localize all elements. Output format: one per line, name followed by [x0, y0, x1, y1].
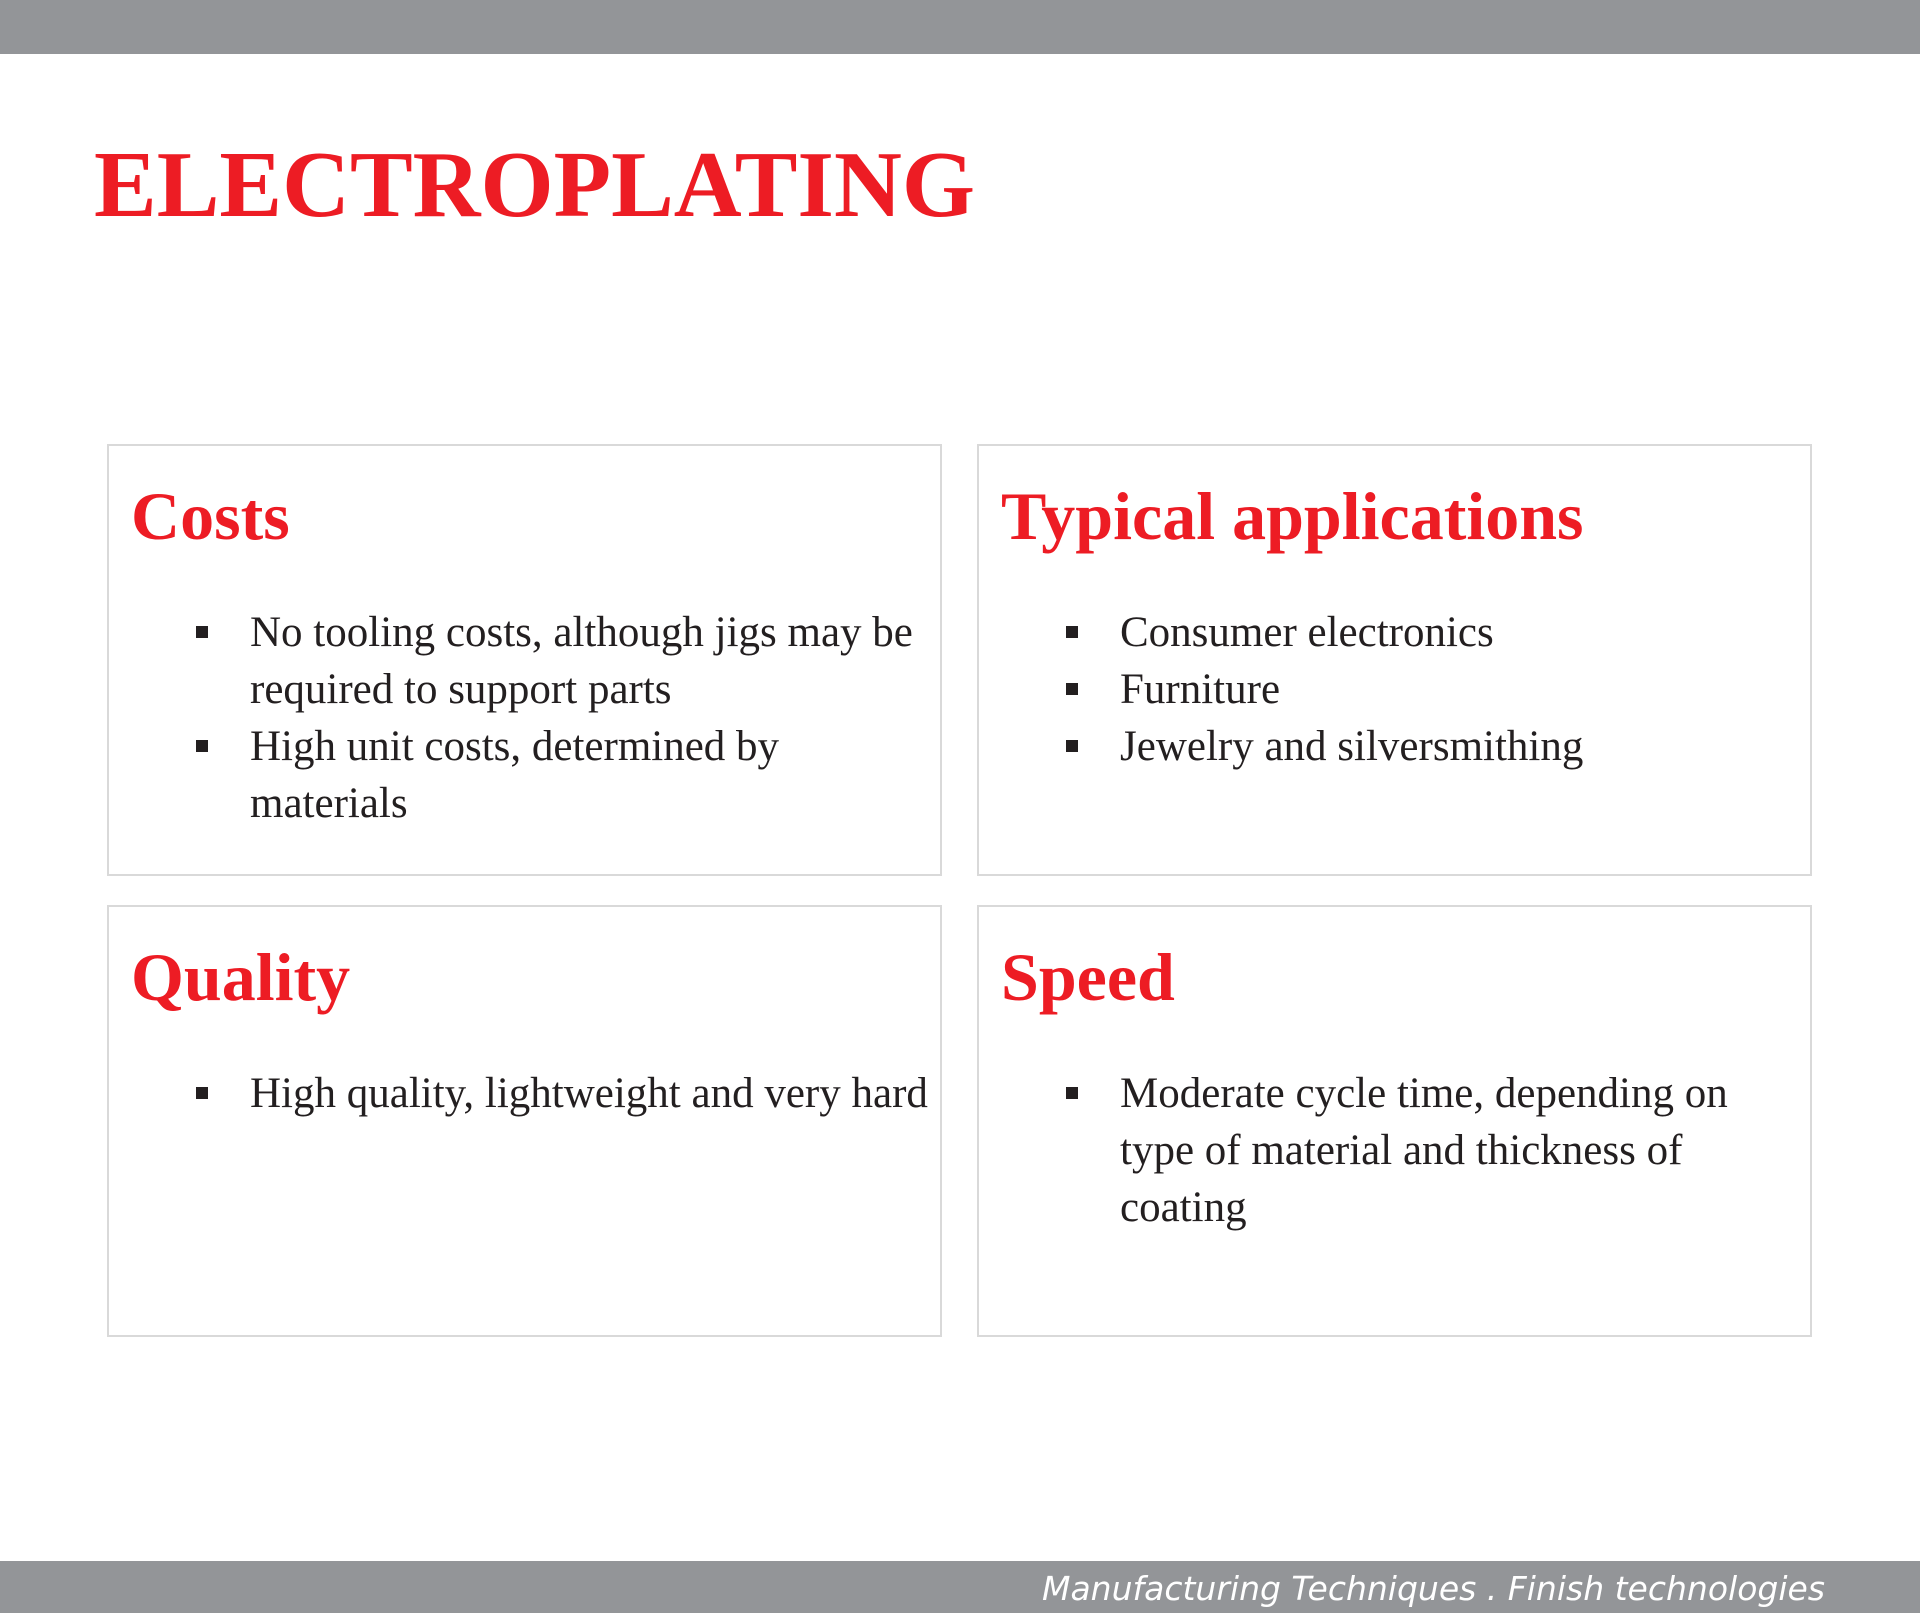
bullet-text: Moderate cycle time, depending on type of material and thickness of coating: [1120, 1070, 1728, 1231]
bullet-text: Consumer electronics: [1120, 609, 1494, 656]
bullet-text: High unit costs, determined by materials: [250, 723, 780, 827]
square-bullet-icon: [196, 740, 208, 752]
square-bullet-icon: [1066, 1087, 1078, 1099]
footer-bar: [0, 1561, 1920, 1613]
typical-applications-bullet-list: [1001, 604, 1810, 775]
top-bar: [0, 0, 1920, 54]
slide-title: ELECTROPLATING: [94, 133, 975, 237]
square-bullet-icon: [196, 626, 208, 638]
square-bullet-icon: [196, 1087, 208, 1099]
speed-bullet-list: [1001, 1065, 1810, 1236]
costs-heading: Costs: [131, 478, 290, 554]
bullet-item: [1001, 661, 1810, 718]
typical-applications-panel: [977, 444, 1812, 876]
bullet-item: [1001, 718, 1810, 775]
square-bullet-icon: [1066, 740, 1078, 752]
quality-bullet-list: [131, 1065, 940, 1122]
bullet-item: [1001, 1065, 1810, 1236]
speed-heading: Speed: [1001, 939, 1175, 1015]
costs-panel: [107, 444, 942, 876]
bullet-text: Furniture: [1120, 666, 1281, 713]
square-bullet-icon: [1066, 683, 1078, 695]
square-bullet-icon: [1066, 626, 1078, 638]
quality-heading: Quality: [131, 939, 351, 1015]
bullet-text: Jewelry and silversmithing: [1120, 723, 1584, 770]
bullet-item: [131, 1065, 940, 1122]
bullet-text: High quality, lightweight and very hard: [250, 1070, 928, 1117]
bullet-item: [131, 604, 940, 718]
bullet-text: No tooling costs, although jigs may be required to support parts: [250, 609, 913, 713]
typical-applications-heading: Typical applications: [1001, 478, 1584, 554]
speed-panel: [977, 905, 1812, 1337]
footer-text: Manufacturing Techniques . Finish technologies: [1041, 1569, 1825, 1608]
costs-bullet-list: [131, 604, 940, 832]
bullet-item: [1001, 604, 1810, 661]
quality-panel: [107, 905, 942, 1337]
bullet-item: [131, 718, 940, 832]
